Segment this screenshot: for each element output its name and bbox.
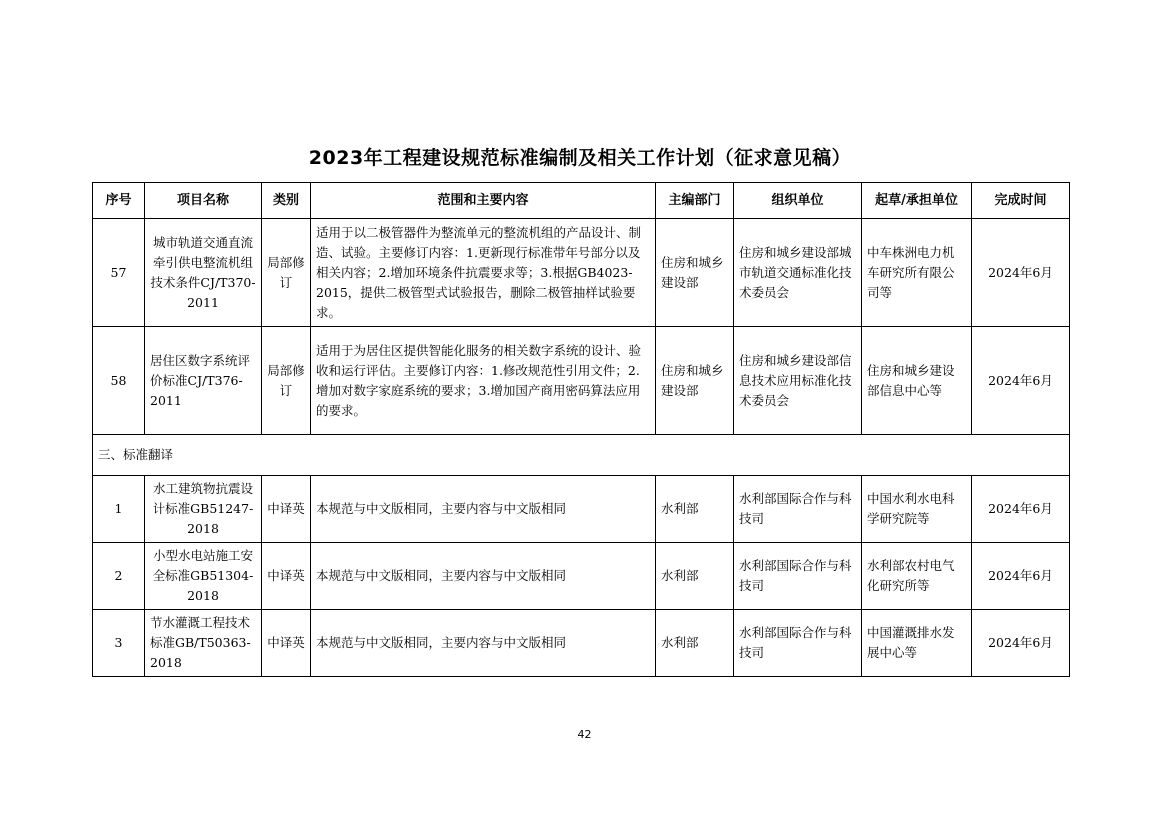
cell-no: 3 — [93, 610, 145, 677]
cell-deadline: 2024年6月 — [972, 476, 1070, 543]
header-name: 项目名称 — [145, 183, 262, 219]
table-row — [93, 476, 1070, 543]
cell-organizer: 住房和城乡建设部信息技术应用标准化技术委员会 — [734, 327, 862, 435]
cell-content: 适用于以二极管器件为整流单元的整流机组的产品设计、制造、试验。主要修订内容：1.更新现行标准带年号部分以及相关内容；2.增加环境条件抗震要求等；3.根据GB4023-2015，提供二极管型式试验报告，删除二极管抽样试验要求。 — [311, 219, 656, 327]
cell-drafter: 住房和城乡建设部信息中心等 — [862, 327, 972, 435]
cell-no: 1 — [93, 476, 145, 543]
work-plan-table — [92, 182, 1070, 677]
header-deadline: 完成时间 — [972, 183, 1070, 219]
cell-organizer: 住房和城乡建设部城市轨道交通标准化技术委员会 — [734, 219, 862, 327]
table-row — [93, 610, 1070, 677]
cell-deadline: 2024年6月 — [972, 543, 1070, 610]
page-number: 42 — [577, 728, 592, 741]
cell-deadline: 2024年6月 — [972, 610, 1070, 677]
cell-drafter: 中车株洲电力机车研究所有限公司等 — [862, 219, 972, 327]
header-no: 序号 — [93, 183, 145, 219]
cell-organizer: 水利部国际合作与科技司 — [734, 610, 862, 677]
cell-name: 小型水电站施工安全标准GB51304-2018 — [145, 543, 262, 610]
cell-editor: 水利部 — [656, 476, 734, 543]
cell-content: 本规范与中文版相同，主要内容与中文版相同 — [311, 610, 656, 677]
cell-category: 中译英 — [262, 543, 311, 610]
section-row — [93, 435, 1070, 476]
header-content: 范围和主要内容 — [311, 183, 656, 219]
cell-deadline: 2024年6月 — [972, 327, 1070, 435]
section-title: 三、标准翻译 — [93, 435, 1070, 476]
cell-drafter: 中国灌溉排水发展中心等 — [862, 610, 972, 677]
header-editor: 主编部门 — [656, 183, 734, 219]
cell-drafter: 水利部农村电气化研究所等 — [862, 543, 972, 610]
cell-category: 中译英 — [262, 476, 311, 543]
cell-category: 局部修订 — [262, 219, 311, 327]
cell-name: 节水灌溉工程技术标准GB/T50363-2018 — [145, 610, 262, 677]
cell-name: 居住区数字系统评价标准CJ/T376-2011 — [145, 327, 262, 435]
table-row — [93, 543, 1070, 610]
cell-no: 58 — [93, 327, 145, 435]
cell-name: 城市轨道交通直流牵引供电整流机组技术条件CJ/T370-2011 — [145, 219, 262, 327]
cell-editor: 住房和城乡建设部 — [656, 219, 734, 327]
cell-drafter: 中国水利水电科学研究院等 — [862, 476, 972, 543]
cell-editor: 水利部 — [656, 543, 734, 610]
table-header-row — [93, 183, 1070, 219]
cell-editor: 水利部 — [656, 610, 734, 677]
header-category: 类别 — [262, 183, 311, 219]
cell-content: 本规范与中文版相同，主要内容与中文版相同 — [311, 543, 656, 610]
cell-editor: 住房和城乡建设部 — [656, 327, 734, 435]
cell-no: 57 — [93, 219, 145, 327]
header-drafter: 起草/承担单位 — [862, 183, 972, 219]
page-title: 2023年工程建设规范标准编制及相关工作计划（征求意见稿） — [308, 147, 852, 169]
cell-content: 本规范与中文版相同，主要内容与中文版相同 — [311, 476, 656, 543]
cell-organizer: 水利部国际合作与科技司 — [734, 543, 862, 610]
cell-deadline: 2024年6月 — [972, 219, 1070, 327]
cell-category: 中译英 — [262, 610, 311, 677]
cell-category: 局部修订 — [262, 327, 311, 435]
cell-name: 水工建筑物抗震设计标准GB51247-2018 — [145, 476, 262, 543]
cell-content: 适用于为居住区提供智能化服务的相关数字系统的设计、验收和运行评估。主要修订内容：1.修改规范性引用文件；2.增加对数字家庭系统的要求；3.增加国产商用密码算法应用的要求。 — [311, 327, 656, 435]
cell-no: 2 — [93, 543, 145, 610]
header-organizer: 组织单位 — [734, 183, 862, 219]
table-row — [93, 327, 1070, 435]
cell-organizer: 水利部国际合作与科技司 — [734, 476, 862, 543]
table-row — [93, 219, 1070, 327]
